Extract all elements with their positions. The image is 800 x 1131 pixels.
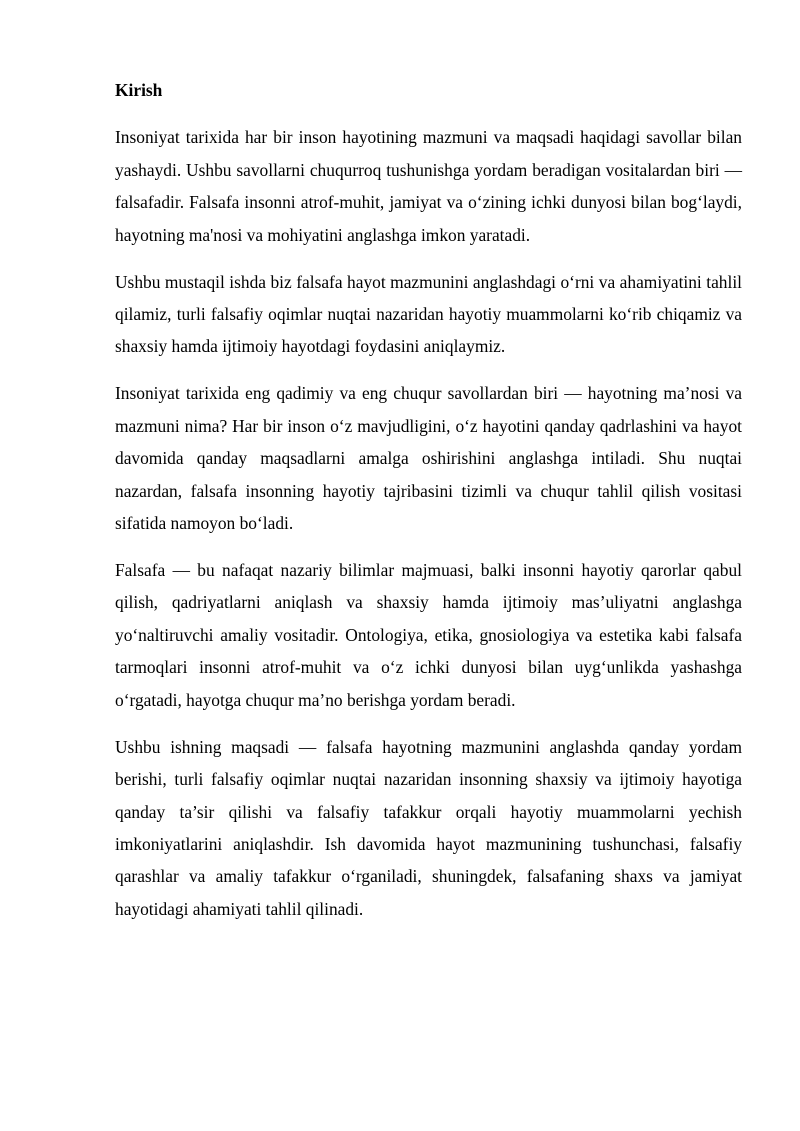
- paragraph-2: Ushbu mustaqil ishda biz falsafa hayot mazmunini anglashdagi o‘rni va ahamiyatini tahlil qilamiz, turli falsafiy oqimlar nuqtai nazaridan hayotiy muammolarni ko‘rib chiqamiz va shaxsiy hamda ijtimoiy hayotdagi foydasini aniqlaymiz.: [115, 271, 742, 357]
- paragraph-4: Falsafa — bu nafaqat nazariy bilimlar majmuasi, balki insonni hayotiy qarorlar qabul qilish, qadriyatlarni aniqlash va shaxsiy hamda ijtimoiy mas’uliyatni anglashga yo‘naltiruvchi amaliy vositadir. Ontologiya, etika, gnosiologiya va estetika kabi falsafa tarmoqlari insonni atrof-muhit va o‘z ichki dunyosi bilan uyg‘unlikda yashashga o‘rgatadi, hayotga chuqur ma’no berishga yordam beradi.: [115, 560, 742, 710]
- paragraph-5: Ushbu ishning maqsadi — falsafa hayotning mazmunini anglashda qanday yordam berishi, turli falsafiy oqimlar nuqtai nazaridan insonning shaxsiy va ijtimoiy hayotiga qanday ta’sir qilishi va falsafiy tafakkur orqali hayotiy muammolarni yechish imkoniyatlarini aniqlashdir. Ish davomida hayot mazmunining tushunchasi, falsafiy qarashlar va amaliy tafakkur o‘rganiladi, shuningdek, falsafaning shaxs va jamiyat hayotidagi ahamiyati tahlil qilinadi.: [115, 736, 742, 919]
- document-body: [115, 74, 742, 940]
- section-heading: Kirish: [115, 80, 163, 100]
- paragraph-1: Insoniyat tarixida har bir inson hayotining mazmuni va maqsadi haqidagi savollar bilan yashaydi. Ushbu savollarni chuqurroq tushunishga yordam beradigan vositalardan biri — falsafadir. Falsafa insonni atrof-muhit, jamiyat va o‘zining ichki dunyosi bilan bog‘laydi, hayotning ma'nosi va mohiyatini anglashga imkon yaratadi.: [115, 127, 742, 245]
- paragraph-3: Insoniyat tarixida eng qadimiy va eng chuqur savollardan biri — hayotning ma’nosi va mazmuni nima? Har bir inson o‘z mavjudligini, o‘z hayotini qanday qadrlashini va hayot davomida qanday maqsadlarni amalga oshirishini anglashga intiladi. Shu nuqtai nazardan, falsafa insonning hayotiy tajribasini tizimli va chuqur tahlil qilish vositasi sifatida namoyon bo‘ladi.: [115, 383, 742, 534]
